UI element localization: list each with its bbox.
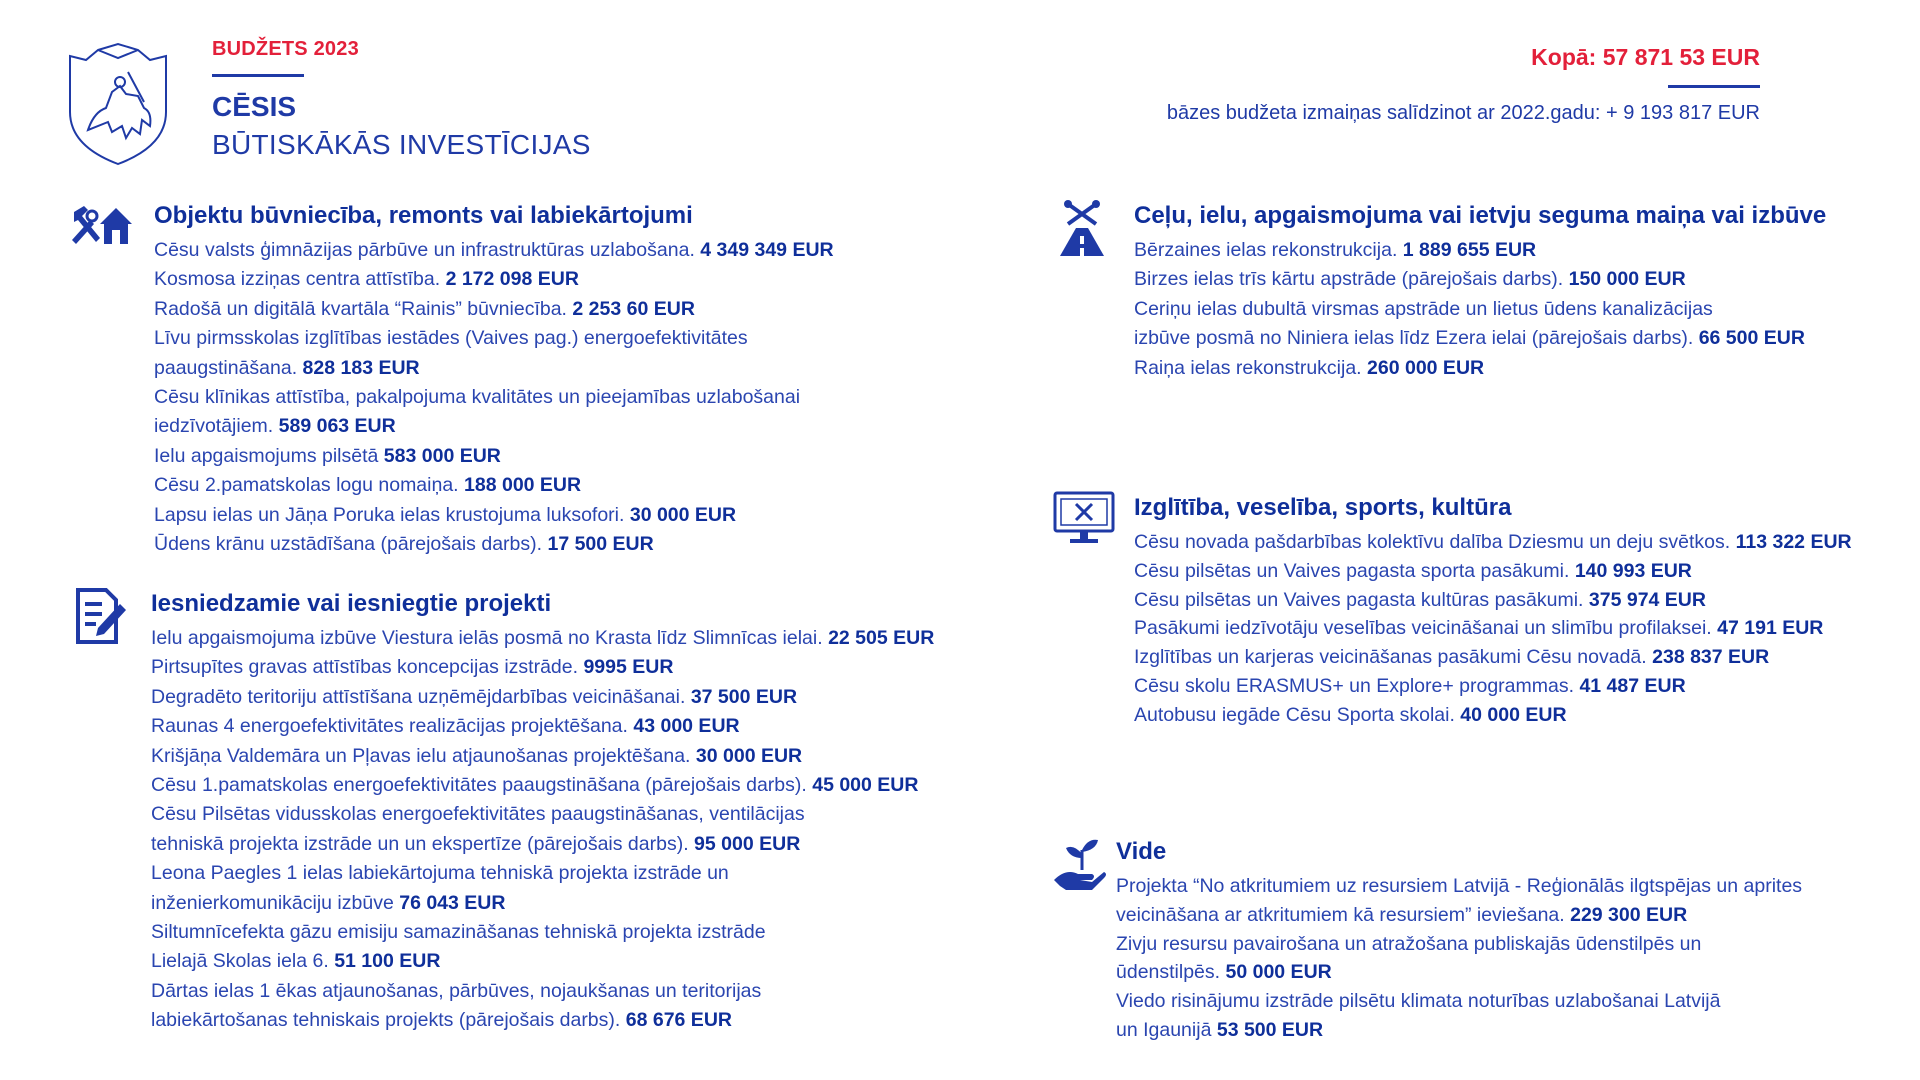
list-item: Lielajā Skolas iela 6. 51 100 EUR: [151, 950, 441, 973]
list-item: Bērzaines ielas rekonstrukcija. 1 889 655 EUR: [1134, 239, 1537, 261]
list-item: Raunas 4 energoefektivitātes realizācijas projektēšana. 43 000 EUR: [151, 715, 740, 738]
amount: 113 322 EUR: [1735, 531, 1852, 553]
road-tools-icon: [1054, 200, 1110, 258]
amount: 68 676 EUR: [625, 1009, 732, 1032]
section-title: Iesniedzamie vai iesniegtie projekti: [151, 590, 552, 617]
list-item: Cēsu 1.pamatskolas energoefektivitātes paaugstināšana (pārejošais darbs). 45 000 EUR: [151, 774, 919, 797]
amount: 2 172 098 EUR: [445, 268, 579, 291]
list-item: Cēsu valsts ģimnāzijas pārbūve un infrastruktūras uzlabošana. 4 349 349 EUR: [154, 239, 834, 261]
list-item: Ceriņu ielas dubultā virsmas apstrāde un lietus ūdens kanalizācijas: [1134, 297, 1713, 320]
list-item: Radošā un digitālā kvartāla “Rainis” būvniecība. 2 253 60 EUR: [154, 297, 695, 320]
item-list: [1134, 528, 1852, 730]
budget-label: BUDŽETS 2023: [212, 38, 359, 60]
amount: 260 000 EUR: [1367, 356, 1485, 379]
section-environment: [1116, 836, 1802, 1045]
list-item: Cēsu klīnikas attīstība, pakalpojuma kvalitātes un pieejamības uzlabošanai: [154, 386, 801, 409]
list-item: Dārtas ielas 1 ēkas atjaunošanas, pārbūves, nojaukšanas un teritorijas: [151, 979, 762, 1002]
list-item: Viedo risinājumu izstrāde pilsētu klimata noturības uzlabošanai Latvijā: [1116, 990, 1721, 1013]
amount: 140 993 EUR: [1574, 559, 1692, 582]
list-item: Ielu apgaismojuma izbūve Viestura ielās posmā no Krasta līdz Slimnīcas ielai. 22 505 EUR: [151, 627, 935, 649]
amount: 4 349 349 EUR: [700, 239, 834, 261]
list-item: Projekta “No atkritumiem uz resursiem Latvijā - Reģionālās ilgtspējas un aprites: [1116, 875, 1803, 897]
amount: 37 500 EUR: [690, 685, 798, 708]
amount: 53 500 EUR: [1216, 1018, 1324, 1041]
header-left: [212, 38, 591, 163]
amount: 43 000 EUR: [633, 715, 740, 738]
tools-house-icon: [70, 204, 134, 246]
section-education: [1134, 492, 1852, 730]
item-list: [1116, 872, 1802, 1045]
list-item: Līvu pirmsskolas izglītības iestādes (Vaives pag.) energoefektivitātes: [154, 327, 748, 350]
list-item: Cēsu novada pašdarbības kolektīvu dalība Dziesmu un deju svētkos. 113 322 EUR: [1134, 531, 1852, 553]
section-title: Vide: [1116, 838, 1167, 865]
list-item: inženierkomunikāciju izbūve 76 043 EUR: [151, 891, 506, 914]
list-item: Cēsu pilsētas un Vaives pagasta kultūras pasākumi. 375 974 EUR: [1134, 588, 1706, 611]
list-item: Cēsu Pilsētas vidusskolas energoefektivitātes paaugstināšanas, ventilācijas: [151, 803, 805, 826]
section-title: Izglītība, veselība, sports, kultūra: [1134, 494, 1512, 521]
list-item: izbūve posmā no Niniera ielas līdz Ezera ielai (pārejošais darbs). 66 500 EUR: [1134, 327, 1805, 350]
list-item: un Igaunijā 53 500 EUR: [1116, 1018, 1324, 1041]
monitor-tools-icon: [1052, 490, 1116, 546]
amount: 30 000 EUR: [695, 744, 803, 767]
total-divider: [1668, 85, 1760, 88]
amount: 41 487 EUR: [1579, 674, 1686, 697]
amount: 9995 EUR: [583, 656, 674, 679]
amount: 150 000 EUR: [1568, 268, 1686, 291]
list-item: Pirtsupītes gravas attīstības koncepcijas izstrāde. 9995 EUR: [151, 656, 674, 679]
list-item: tehniskā projekta izstrāde un un ekspertīze (pārejošais darbs). 95 000 EUR: [151, 832, 801, 855]
amount: 238 837 EUR: [1652, 646, 1770, 669]
list-item: Autobusu iegāde Cēsu Sporta skolai. 40 000 EUR: [1134, 703, 1567, 726]
amount: 188 000 EUR: [464, 474, 582, 497]
amount: 76 043 EUR: [399, 891, 506, 914]
item-list: [1134, 236, 1826, 383]
section-projects: [151, 588, 934, 1036]
list-item: Raiņa ielas rekonstrukcija. 260 000 EUR: [1134, 356, 1485, 379]
list-item: ūdenstilpēs. 50 000 EUR: [1116, 961, 1332, 984]
amount: 589 063 EUR: [278, 415, 396, 438]
list-item: Izglītības un karjeras veicināšanas pasākumi Cēsu novadā. 238 837 EUR: [1134, 646, 1770, 669]
item-list: [154, 236, 834, 559]
list-item: iedzīvotājiem. 589 063 EUR: [154, 415, 396, 438]
page-title: CĒSIS: [212, 91, 297, 122]
amount: 40 000 EUR: [1460, 703, 1567, 726]
list-item: Pasākumi iedzīvotāju veselības veicināšanai un slimību profilaksei. 47 191 EUR: [1134, 617, 1824, 640]
amount: 828 183 EUR: [302, 356, 420, 379]
header-divider: [212, 74, 304, 77]
amount: 375 974 EUR: [1588, 588, 1706, 611]
hand-plant-icon: [1052, 836, 1108, 892]
list-item: Cēsu pilsētas un Vaives pagasta sporta pasākumi. 140 993 EUR: [1134, 559, 1692, 582]
section-title: Objektu būvniecība, remonts vai labiekārtojumi: [154, 202, 693, 229]
list-item: Krišjāņa Valdemāra un Pļavas ielu atjaunošanas projektēšana. 30 000 EUR: [151, 744, 803, 767]
list-item: veicināšana ar atkritumiem kā resursiem” ieviešana. 229 300 EUR: [1116, 903, 1688, 926]
list-item: labiekārtošanas tehniskais projekts (pārejošais darbs). 68 676 EUR: [151, 1009, 732, 1032]
city-crest-icon: [68, 42, 168, 166]
list-item: Kosmosa izziņas centra attīstība. 2 172 098 EUR: [154, 268, 579, 291]
list-item: Ūdens krānu uzstādīšana (pārejošais darbs). 17 500 EUR: [154, 533, 654, 556]
page-subtitle: BŪTISKĀKĀS INVESTĪCIJAS: [212, 129, 591, 160]
amount: 229 300 EUR: [1570, 903, 1688, 926]
amount: 17 500 EUR: [547, 533, 654, 556]
list-item: Leona Paegles 1 ielas labiekārtojuma tehniskā projekta izstrāde un: [151, 862, 729, 885]
amount: 51 100 EUR: [334, 950, 441, 973]
list-item: Cēsu skolu ERASMUS+ un Explore+ programmas. 41 487 EUR: [1134, 674, 1686, 697]
list-item: Cēsu 2.pamatskolas logu nomaiņa. 188 000 EUR: [154, 474, 582, 497]
list-item: Lapsu ielas un Jāņa Poruka ielas krustojuma luksofori. 30 000 EUR: [154, 503, 737, 526]
section-roads: [1134, 200, 1826, 383]
amount: 50 000 EUR: [1225, 961, 1332, 984]
amount: 2 253 60 EUR: [572, 297, 695, 320]
header-right: [1167, 44, 1760, 125]
list-item: Siltumnīcefekta gāzu emisiju samazināšanas tehniskā projekta izstrāde: [151, 921, 766, 944]
budget-change-note: bāzes budžeta izmaiņas salīdzinot ar 2022.gadu: + 9 193 817 EUR: [1166, 102, 1760, 124]
budget-total: Kopā: 57 871 53 EUR: [1531, 44, 1760, 70]
amount: 583 000 EUR: [383, 444, 501, 467]
item-list: [151, 624, 934, 1036]
list-item: Degradēto teritoriju attīstīšana uzņēmējdarbības veicināšanai. 37 500 EUR: [151, 685, 798, 708]
section-title: Ceļu, ielu, apgaismojuma vai ietvju seguma maiņa vai izbūve: [1134, 202, 1827, 229]
list-item: Zivju resursu pavairošana un atražošana publiskajās ūdenstilpēs un: [1116, 932, 1702, 955]
amount: 1 889 655 EUR: [1402, 239, 1537, 261]
amount: 45 000 EUR: [812, 774, 919, 797]
list-item: Birzes ielas trīs kārtu apstrāde (pārejošais darbs). 150 000 EUR: [1134, 268, 1686, 291]
section-construction: [154, 200, 834, 559]
list-item: paaugstināšana. 828 183 EUR: [154, 356, 420, 379]
amount: 47 191 EUR: [1717, 617, 1824, 640]
amount: 30 000 EUR: [629, 503, 737, 526]
list-item: Ielu apgaismojums pilsētā 583 000 EUR: [154, 444, 501, 467]
document-pen-icon: [72, 586, 128, 646]
amount: 22 505 EUR: [828, 627, 935, 649]
amount: 95 000 EUR: [694, 832, 801, 855]
amount: 66 500 EUR: [1698, 327, 1805, 350]
